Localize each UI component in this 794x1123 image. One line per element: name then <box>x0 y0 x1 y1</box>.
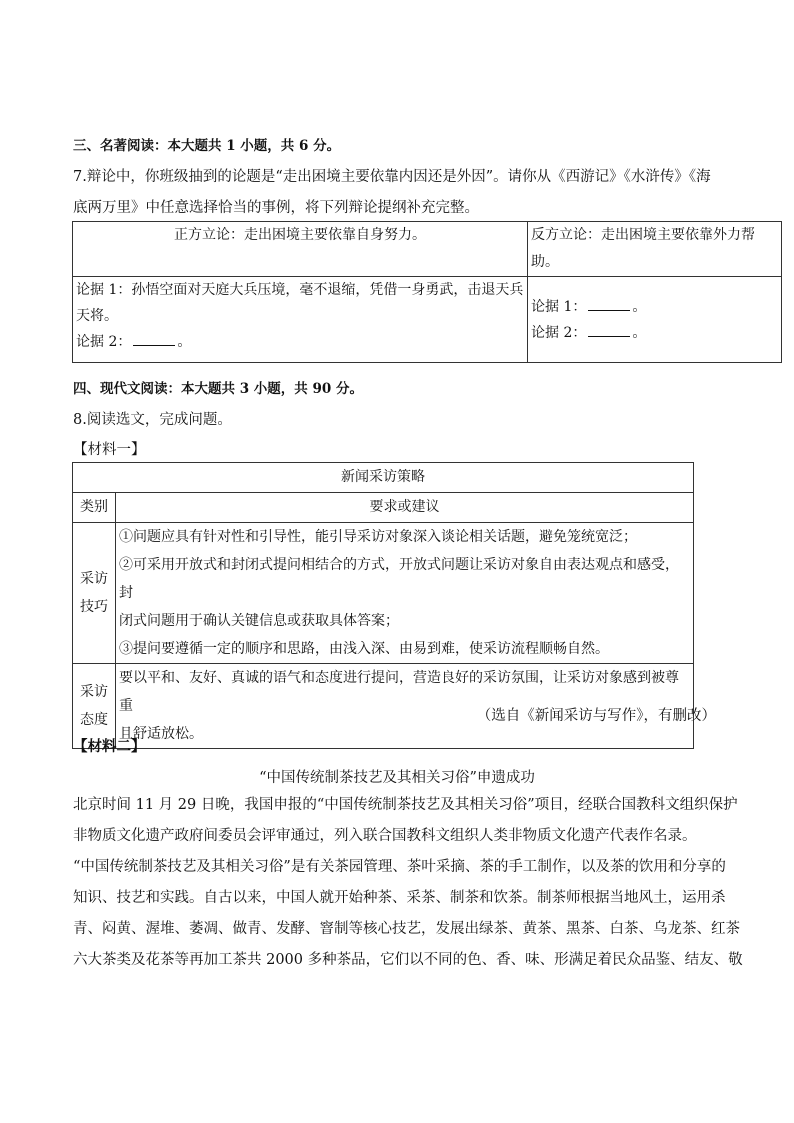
con-argument-1: 论据 1： 。 <box>531 294 778 320</box>
article-body <box>73 790 743 976</box>
table-line: ②可采用开放式和封闭式提问相结合的方式，开放式问题让采访对象自由表达观点和感受，封 <box>119 557 679 601</box>
column-header-requirements: 要求或建议 <box>116 493 694 523</box>
article-line: 知识、技艺和实践。自古以来，中国人就开始种茶、采茶、制茶和饮茶。制茶师根据当地风土，运用杀 <box>73 890 726 906</box>
pro-header: 正方立论：走出困境主要依靠自身努力。 <box>73 222 528 277</box>
con-argument-2: 论据 2： 。 <box>531 320 778 346</box>
source-citation: （选自《新闻采访与写作》，有删改） <box>476 708 716 724</box>
section4-heading: 四、现代文阅读：本大题共 3 小题，共 90 分。 <box>73 381 363 397</box>
section3-heading: 三、名著阅读：本大题共 1 小题，共 6 分。 <box>73 138 341 154</box>
pro-argument-1-line2: 天将。 <box>76 308 118 324</box>
table-title: 新闻采访策略 <box>73 463 694 493</box>
table-line: ③提问要遵循一定的顺序和思路，由浅入深、由易到难，使采访流程顺畅自然。 <box>119 641 609 657</box>
pro-arguments-cell <box>73 277 528 363</box>
question7-line1: 7.辩论中，你班级抽到的论题是“走出困境主要依靠内因还是外因”。请你从《西游记》《水浒传》《海 <box>73 169 711 185</box>
con-header: 反方立论：走出困境主要依靠外力帮助。 <box>528 222 782 277</box>
table-line: 且舒适放松。 <box>119 726 203 742</box>
material2-label: 【材料二】 <box>73 738 146 755</box>
material1-label: 【材料一】 <box>73 442 146 458</box>
article-line: “中国传统制茶技艺及其相关习俗”是有关茶园管理、茶叶采摘、茶的手工制作，以及茶的饮用和分享的 <box>73 859 726 875</box>
pro-argument-2: 论据 2： 。 <box>76 329 524 355</box>
article-line: 青、闷黄、渥堆、萎凋、做青、发酵、窨制等核心技艺，发展出绿茶、黄茶、黑茶、白茶、乌龙茶、红茶 <box>73 921 740 937</box>
table-line: 闭式问题用于确认关键信息或获取具体答案； <box>119 613 399 629</box>
con-arguments-cell <box>528 277 782 363</box>
article-line: 六大茶类及花茶等再加工茶共 2000 多种茶品，它们以不同的色、香、味、形满足着民众品鉴、结友、敬 <box>73 952 743 968</box>
answer-blank[interactable] <box>588 296 630 311</box>
question8-prompt: 8.阅读选文，完成问题。 <box>73 412 232 428</box>
table-line: ①问题应具有针对性和引导性，能引导采访对象深入谈论相关话题，避免笼统宽泛； <box>119 529 637 545</box>
answer-blank[interactable] <box>588 322 630 337</box>
answer-blank[interactable] <box>133 331 175 346</box>
row-type-interview-attitude: 采访 态度 <box>73 664 116 749</box>
row-content-interview-skills <box>116 523 694 664</box>
question7-line2: 底两万里》中任意选择恰当的事例，将下列辩论提纲补充完整。 <box>73 200 479 216</box>
article-title: “中国传统制茶技艺及其相关习俗”申遗成功 <box>259 770 535 786</box>
article-line: 北京时间 11 月 29 日晚，我国申报的“中国传统制茶技艺及其相关习俗”项目，经联合国教科文组织保护 <box>73 797 738 813</box>
column-header-type: 类别 <box>73 493 116 523</box>
table-line: 要以平和、友好、真诚的语气和态度进行提问，营造良好的采访氛围，让采访对象感到被尊重 <box>119 670 679 714</box>
debate-outline-table <box>72 221 782 363</box>
article-line: 非物质文化遗产政府间委员会评审通过，列入联合国教科文组织人类非物质文化遗产代表作名录。 <box>73 828 697 844</box>
pro-argument-1-line1: 论据 1：孙悟空面对天庭大兵压境，毫不退缩，凭借一身勇武，击退天兵 <box>76 282 524 298</box>
row-type-interview-skills: 采访 技巧 <box>73 523 116 664</box>
